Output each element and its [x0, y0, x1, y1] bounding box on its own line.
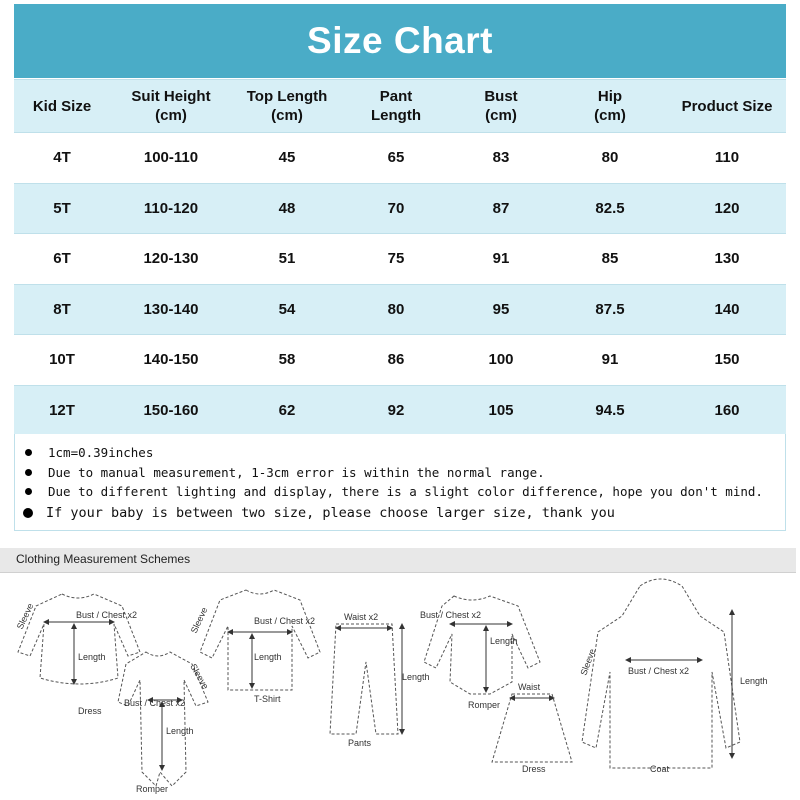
waist-label: Waist [518, 682, 541, 692]
table-cell: 4T [14, 133, 110, 184]
table-cell: 110-120 [110, 183, 232, 234]
table-cell: 6T [14, 234, 110, 285]
length-label: Length [402, 672, 430, 682]
table-cell: 91 [450, 234, 552, 285]
bust-chest-label: Bust / Chest x2 [124, 698, 186, 708]
schemes-heading: Clothing Measurement Schemes [16, 552, 191, 566]
header-kid-size [14, 80, 110, 133]
table-cell: 75 [342, 234, 450, 285]
sleeve-label: Sleeve [188, 605, 210, 635]
note-item [25, 463, 545, 483]
header-unit: (cm) [155, 107, 187, 124]
tshirt-diagram [200, 590, 320, 690]
header-bust [450, 80, 552, 133]
table-cell: 160 [668, 385, 786, 435]
length-label: Length [254, 652, 282, 662]
romper-label: Romper [136, 784, 169, 794]
dress-label: Dress [78, 706, 102, 716]
length-label: Length [740, 676, 768, 686]
table-cell: 51 [232, 234, 342, 285]
table-cell: 8T [14, 284, 110, 335]
table-row [14, 335, 786, 386]
table-cell: 48 [232, 183, 342, 234]
table-cell: 130 [668, 234, 786, 285]
note-item [25, 443, 153, 463]
table-cell: 140 [668, 284, 786, 335]
table-cell: 150 [668, 335, 786, 386]
bust-chest-label: Bust / Chest x2 [76, 610, 138, 620]
sleeve-label: Sleeve [188, 662, 211, 691]
table-cell: 92 [342, 385, 450, 435]
size-chart-title-bar [14, 4, 786, 78]
bullet-icon [25, 469, 32, 476]
pants-diagram [330, 624, 398, 734]
header-text: Top Length [246, 88, 328, 105]
note-text: 1cm=0.39inches [48, 445, 154, 460]
dress-diagram [18, 594, 140, 684]
table-cell: 86 [342, 335, 450, 386]
header-text: Hip [597, 88, 623, 105]
bust-chest-label: Bust / Chest x2 [254, 616, 316, 626]
skirt-diagram [492, 694, 572, 762]
table-row [14, 385, 786, 435]
size-table [14, 79, 786, 435]
header-unit: (cm) [485, 107, 517, 124]
table-cell: 80 [552, 133, 668, 184]
table-row [14, 133, 786, 184]
table-cell: 83 [450, 133, 552, 184]
table-cell: 65 [342, 133, 450, 184]
header-text: Suit Height [131, 88, 211, 105]
schemes-heading-bar [0, 548, 796, 573]
bullet-icon [23, 508, 33, 518]
table-cell: 58 [232, 335, 342, 386]
length-label: Length [490, 636, 518, 646]
sleeve-label: Sleeve [578, 647, 598, 677]
table-cell: 95 [450, 284, 552, 335]
table-row [14, 284, 786, 335]
page-title: Size Chart [307, 20, 493, 61]
sleeve-label: Sleeve [14, 601, 36, 631]
table-cell: 87 [450, 183, 552, 234]
table-row [14, 183, 786, 234]
note-item [23, 503, 615, 523]
table-cell: 70 [342, 183, 450, 234]
note-item [25, 482, 763, 502]
table-cell: 150-160 [110, 385, 232, 435]
note-text: Due to different lighting and display, there is a slight color difference, hope you don't mind. [48, 484, 763, 499]
table-cell: 80 [342, 284, 450, 335]
note-text: If your baby is between two size, please choose larger size, thank you [46, 505, 615, 521]
header-text: Bust [484, 88, 518, 105]
table-cell: 62 [232, 385, 342, 435]
bullet-icon [25, 488, 32, 495]
header-suit-height [110, 80, 232, 133]
table-cell: 10T [14, 335, 110, 386]
bullet-icon [25, 449, 32, 456]
length-label: Length [166, 726, 194, 736]
header-text: Pant [379, 88, 413, 105]
header-pant-length [342, 80, 450, 133]
table-cell: 94.5 [552, 385, 668, 435]
table-cell: 82.5 [552, 183, 668, 234]
notes-box [14, 434, 786, 531]
header-top-length [232, 80, 342, 133]
table-cell: 100-110 [110, 133, 232, 184]
bust-chest-label: Bust / Chest x2 [420, 610, 482, 620]
header-product-size [668, 80, 786, 133]
coat-label: Coat [650, 764, 670, 774]
header-unit: (cm) [594, 107, 626, 124]
dress-label: Dress [522, 764, 546, 774]
bust-chest-label: Bust / Chest x2 [628, 666, 690, 676]
table-cell: 54 [232, 284, 342, 335]
table-cell: 12T [14, 385, 110, 435]
length-label: Length [78, 652, 106, 662]
table-cell: 100 [450, 335, 552, 386]
table-row [14, 234, 786, 285]
romper-label: Romper [468, 700, 501, 710]
table-cell: 5T [14, 183, 110, 234]
table-cell: 105 [450, 385, 552, 435]
header-text: Kid Size [32, 97, 92, 115]
measurement-diagrams [0, 572, 800, 800]
header-text: Product Size [681, 97, 773, 115]
pants-label: Pants [348, 738, 372, 748]
table-cell: 140-150 [110, 335, 232, 386]
table-cell: 110 [668, 133, 786, 184]
table-cell: 91 [552, 335, 668, 386]
table-cell: 130-140 [110, 284, 232, 335]
header-unit: Length [371, 107, 421, 124]
header-hip [552, 80, 668, 133]
table-cell: 45 [232, 133, 342, 184]
table-cell: 85 [552, 234, 668, 285]
table-cell: 87.5 [552, 284, 668, 335]
table-cell: 120-130 [110, 234, 232, 285]
table-header-row [14, 80, 786, 133]
header-unit: (cm) [271, 107, 303, 124]
tshirt-label: T-Shirt [254, 694, 281, 704]
table-cell: 120 [668, 183, 786, 234]
note-text: Due to manual measurement, 1-3cm error is within the normal range. [48, 465, 545, 480]
waist-label: Waist x2 [344, 612, 379, 622]
